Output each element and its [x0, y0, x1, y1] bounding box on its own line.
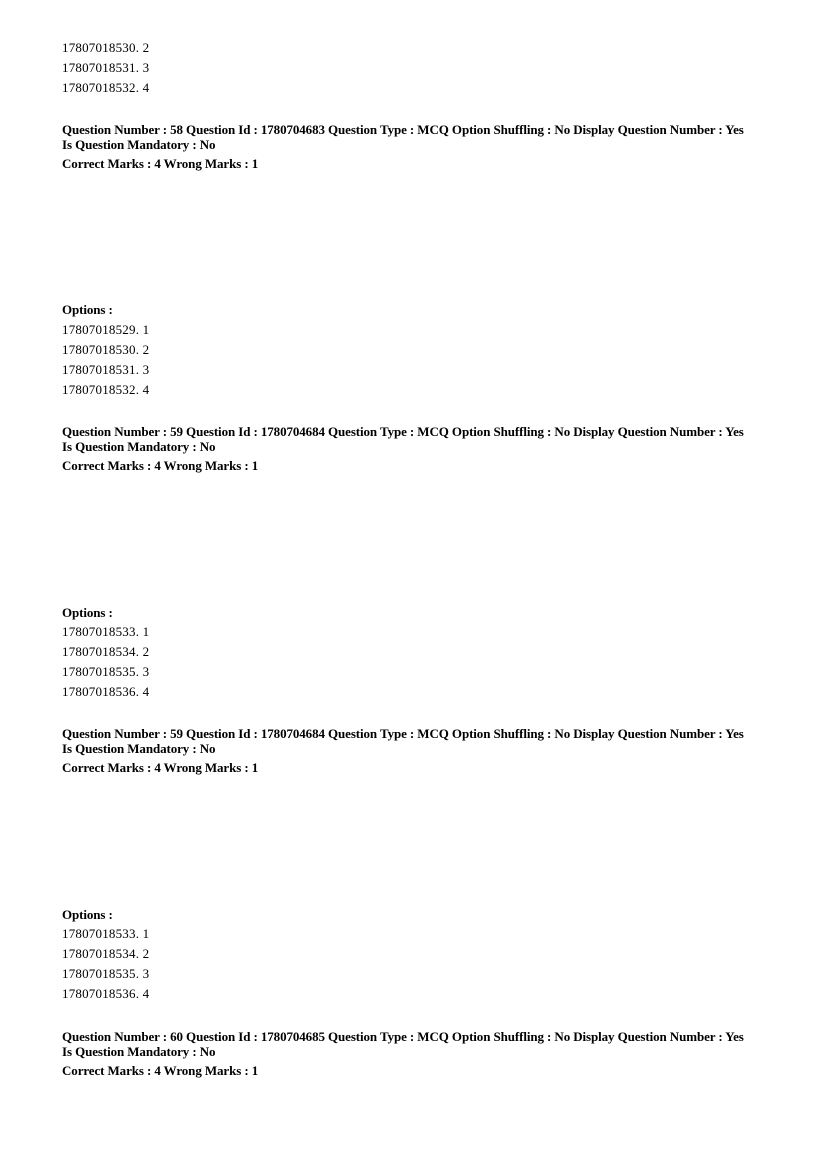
question-marks: Correct Marks : 4 Wrong Marks : 1	[62, 1063, 259, 1078]
option-line: 17807018530. 2	[62, 342, 150, 357]
option-line: 17807018530. 2	[62, 40, 150, 55]
option-line: 17807018535. 3	[62, 664, 150, 679]
option-line: 17807018534. 2	[62, 644, 150, 659]
question-marks: Correct Marks : 4 Wrong Marks : 1	[62, 458, 259, 473]
option-line: 17807018532. 4	[62, 80, 150, 95]
option-line: 17807018529. 1	[62, 322, 150, 337]
option-line: 17807018533. 1	[62, 624, 150, 639]
question-header: Question Number : 59 Question Id : 1780704684 Question Type : MCQ Option Shuffling : No Display Question Number : Yes	[62, 424, 744, 439]
options-label: Options :	[62, 302, 113, 317]
options-label: Options :	[62, 605, 113, 620]
question-mandatory: Is Question Mandatory : No	[62, 439, 216, 454]
question-header: Question Number : 59 Question Id : 1780704684 Question Type : MCQ Option Shuffling : No Display Question Number : Yes	[62, 726, 744, 741]
question-header: Question Number : 60 Question Id : 1780704685 Question Type : MCQ Option Shuffling : No Display Question Number : Yes	[62, 1029, 744, 1044]
question-marks: Correct Marks : 4 Wrong Marks : 1	[62, 156, 259, 171]
option-line: 17807018535. 3	[62, 966, 150, 981]
option-line: 17807018531. 3	[62, 60, 150, 75]
option-line: 17807018536. 4	[62, 986, 150, 1001]
option-line: 17807018533. 1	[62, 926, 150, 941]
option-line: 17807018536. 4	[62, 684, 150, 699]
question-header: Question Number : 58 Question Id : 1780704683 Question Type : MCQ Option Shuffling : No Display Question Number : Yes	[62, 122, 744, 137]
question-mandatory: Is Question Mandatory : No	[62, 137, 216, 152]
option-line: 17807018531. 3	[62, 362, 150, 377]
option-line: 17807018532. 4	[62, 382, 150, 397]
question-marks: Correct Marks : 4 Wrong Marks : 1	[62, 760, 259, 775]
option-line: 17807018534. 2	[62, 946, 150, 961]
question-mandatory: Is Question Mandatory : No	[62, 741, 216, 756]
question-mandatory: Is Question Mandatory : No	[62, 1044, 216, 1059]
options-label: Options :	[62, 907, 113, 922]
